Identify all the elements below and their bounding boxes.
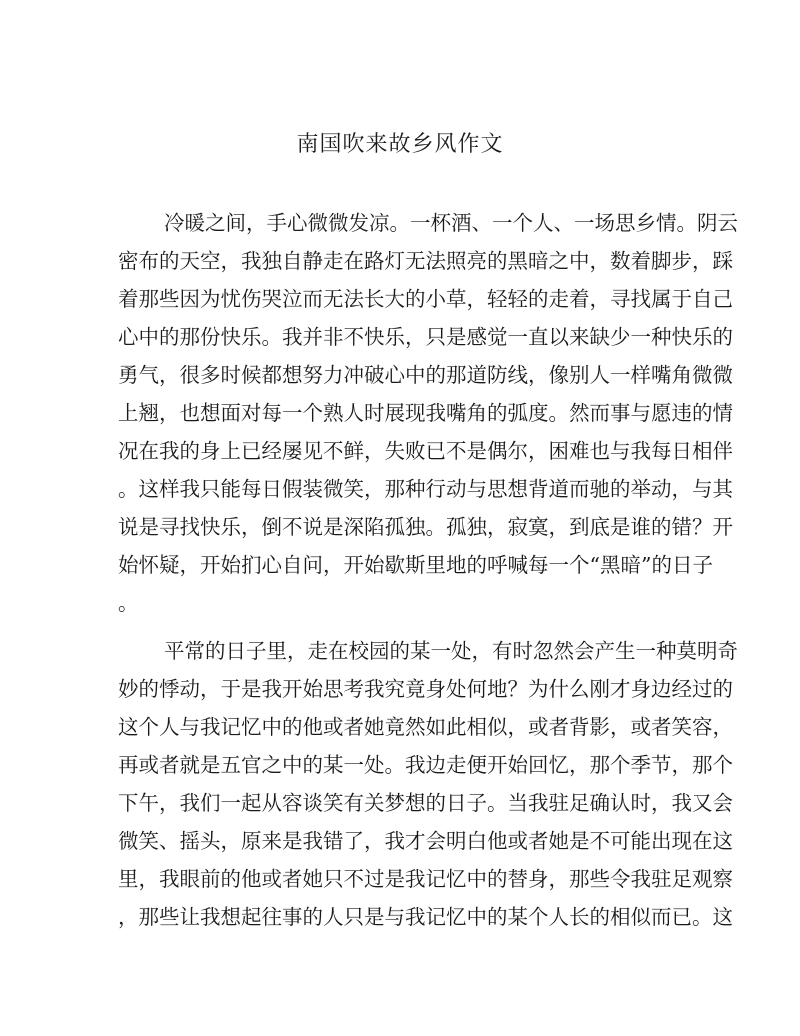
paragraph-1-line-11: 。 <box>118 591 139 615</box>
paragraph-2-line-2: 妙的悸动，于是我开始思考我究竟身处何地？为什么刚才身边经过的 <box>118 677 733 701</box>
paragraph-2-line-5: 下午，我们一起从容谈笑有关梦想的日子。当我驻足确认时，我又会 <box>118 791 733 815</box>
paragraph-1-line-6: 上翘，也想面对每一个熟人时展现我嘴角的弧度。然而事与愿违的情 <box>118 401 733 425</box>
paragraph-2-line-3: 这个人与我记忆中的他或者她竟然如此相似，或者背影，或者笑容， <box>118 715 733 739</box>
paragraph-1-line-9: 说是寻找快乐，倒不说是深陷孤独。孤独，寂寞，到底是谁的错？开 <box>118 515 733 539</box>
paragraph-1-line-3: 着那些因为忧伤哭泣而无法长大的小草，轻轻的走着，寻找属于自己 <box>118 287 733 311</box>
paragraph-1-line-8: 。这样我只能每日假装微笑，那种行动与思想背道而驰的举动，与其 <box>118 477 733 501</box>
paragraph-2-line-6: 微笑、摇头，原来是我错了，我才会明白他或者她是不可能出现在这 <box>118 829 733 853</box>
paragraph-1-line-5: 勇气，很多时候都想努力冲破心中的那道防线，像别人一样嘴角微微 <box>118 363 733 387</box>
paragraph-2-line-1: 平常的日子里，走在校园的某一处，有时忽然会产生一种莫明奇 <box>164 639 738 663</box>
paragraph-1-line-1: 冷暖之间，手心微微发凉。一杯酒、一个人、一场思乡情。阴云 <box>164 211 738 235</box>
paragraph-1-line-2: 密布的天空，我独自静走在路灯无法照亮的黑暗之中，数着脚步，踩 <box>118 249 733 273</box>
document-title: 南国吹来故乡风作文 <box>296 132 504 157</box>
paragraph-1-line-7: 况在我的身上已经屡见不鲜，失败已不是偶尔，困难也与我每日相伴 <box>118 439 733 463</box>
paragraph-1-line-4: 心中的那份快乐。我并非不快乐，只是感觉一直以来缺少一种快乐的 <box>118 325 733 349</box>
paragraph-2-line-4: 再或者就是五官之中的某一处。我边走便开始回忆，那个季节，那个 <box>118 753 733 777</box>
paragraph-2-line-8: ，那些让我想起往事的人只是与我记忆中的某个人长的相似而已。这 <box>118 905 733 929</box>
paragraph-1-line-10: 始怀疑，开始扪心自问，开始歇斯里地的呼喊每一个“黑暗”的日子 <box>118 553 713 577</box>
paragraph-2-line-7: 里，我眼前的他或者她只不过是我记忆中的替身，那些令我驻足观察 <box>118 867 733 891</box>
